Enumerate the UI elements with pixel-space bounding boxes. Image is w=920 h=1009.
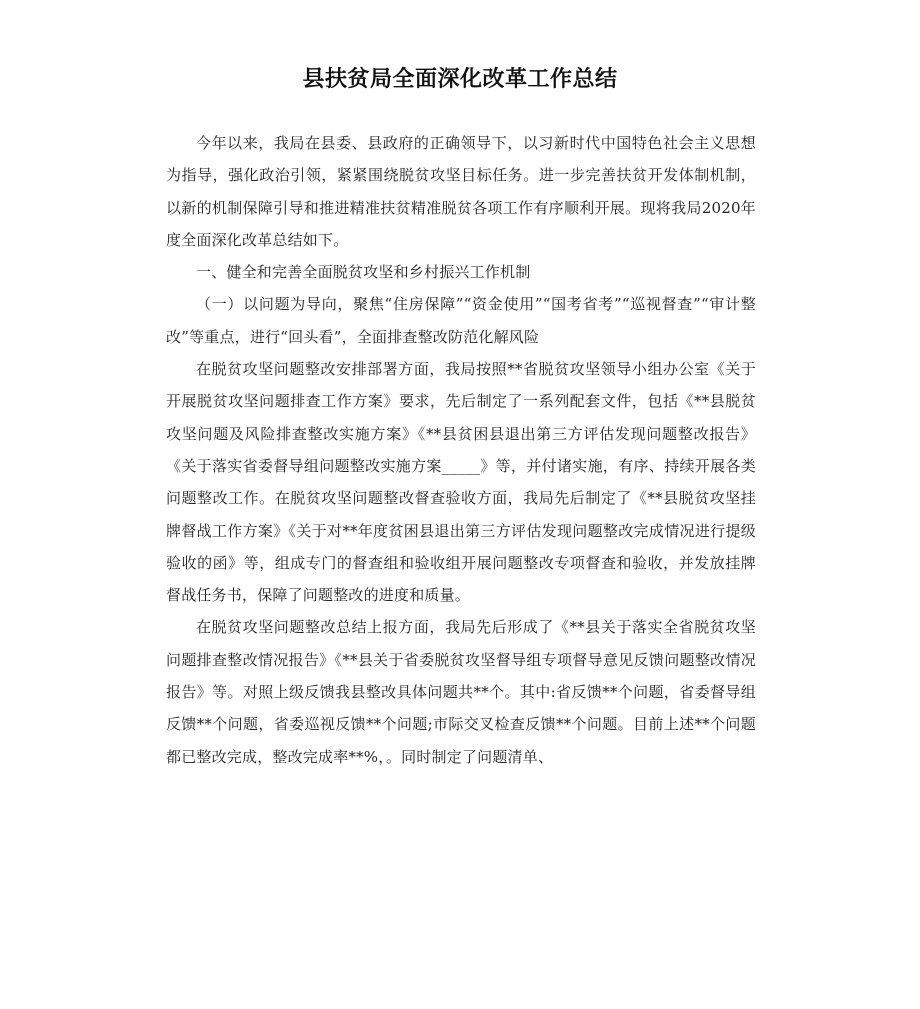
document-title: 县扶贫局全面深化改革工作总结 xyxy=(302,67,618,92)
subsection-heading-1: （一）以问题为导向，聚焦“住房保障”“资金使用”“国考省考”“巡视督查”“审计整改”等重点，进行“回头看”，全面排查整改防范化解风险 xyxy=(166,295,756,346)
document-body xyxy=(166,127,756,773)
paragraph-intro: 今年以来，我局在县委、县政府的正确领导下，以习新时代中国特色社会主义思想为指导，强化政治引领，紧紧围绕脱贫攻坚目标任务。进一步完善扶贫开发体制机制，以新的机制保障引导和推进精准扶贫精准脱贫各项工作有序顺利开展。现将我局2020年度全面深化改革总结如下。 xyxy=(166,134,756,249)
section-heading-1: 一、健全和完善全面脱贫攻坚和乡村振兴工作机制 xyxy=(196,263,531,282)
paragraph-deployment: 在脱贫攻坚问题整改安排部署方面，我局按照**省脱贫攻坚领导小组办公室《关于开展脱贫攻坚问题排查工作方案》要求，先后制定了一系列配套文件，包括《**县脱贫攻坚问题及风险排查整改实施方案》《**县贫困县退出第三方评估发现问题整改报告》《关于落实省委督导组问题整改实施方案_____》等，并付诸实施，有序、持续开展各类问题整改工作。在脱贫攻坚问题整改督查验收方面，我局先后制定了《**县脱贫攻坚挂牌督战工作方案》《关于对**年度贫困县退出第三方评估发现问题整改完成情况进行提级验收的函》等，组成专门的督查组和验收组开展问题整改专项督查和验收，并发放挂牌督战任务书，保障了问题整改的进度和质量。 xyxy=(166,360,756,605)
paragraph-reporting: 在脱贫攻坚问题整改总结上报方面，我局先后形成了《**县关于落实全省脱贫攻坚问题排查整改情况报告》《**县关于省委脱贫攻坚督导组专项督导意见反馈问题整改情况报告》等。对照上级反馈我县整改具体问题共**个。其中:省反馈**个问题，省委督导组反馈**个问题，省委巡视反馈**个问题;市际交叉检查反馈**个问题。目前上述**个问题都已整改完成，整改完成率**%，。同时制定了问题清单、 xyxy=(166,618,756,766)
